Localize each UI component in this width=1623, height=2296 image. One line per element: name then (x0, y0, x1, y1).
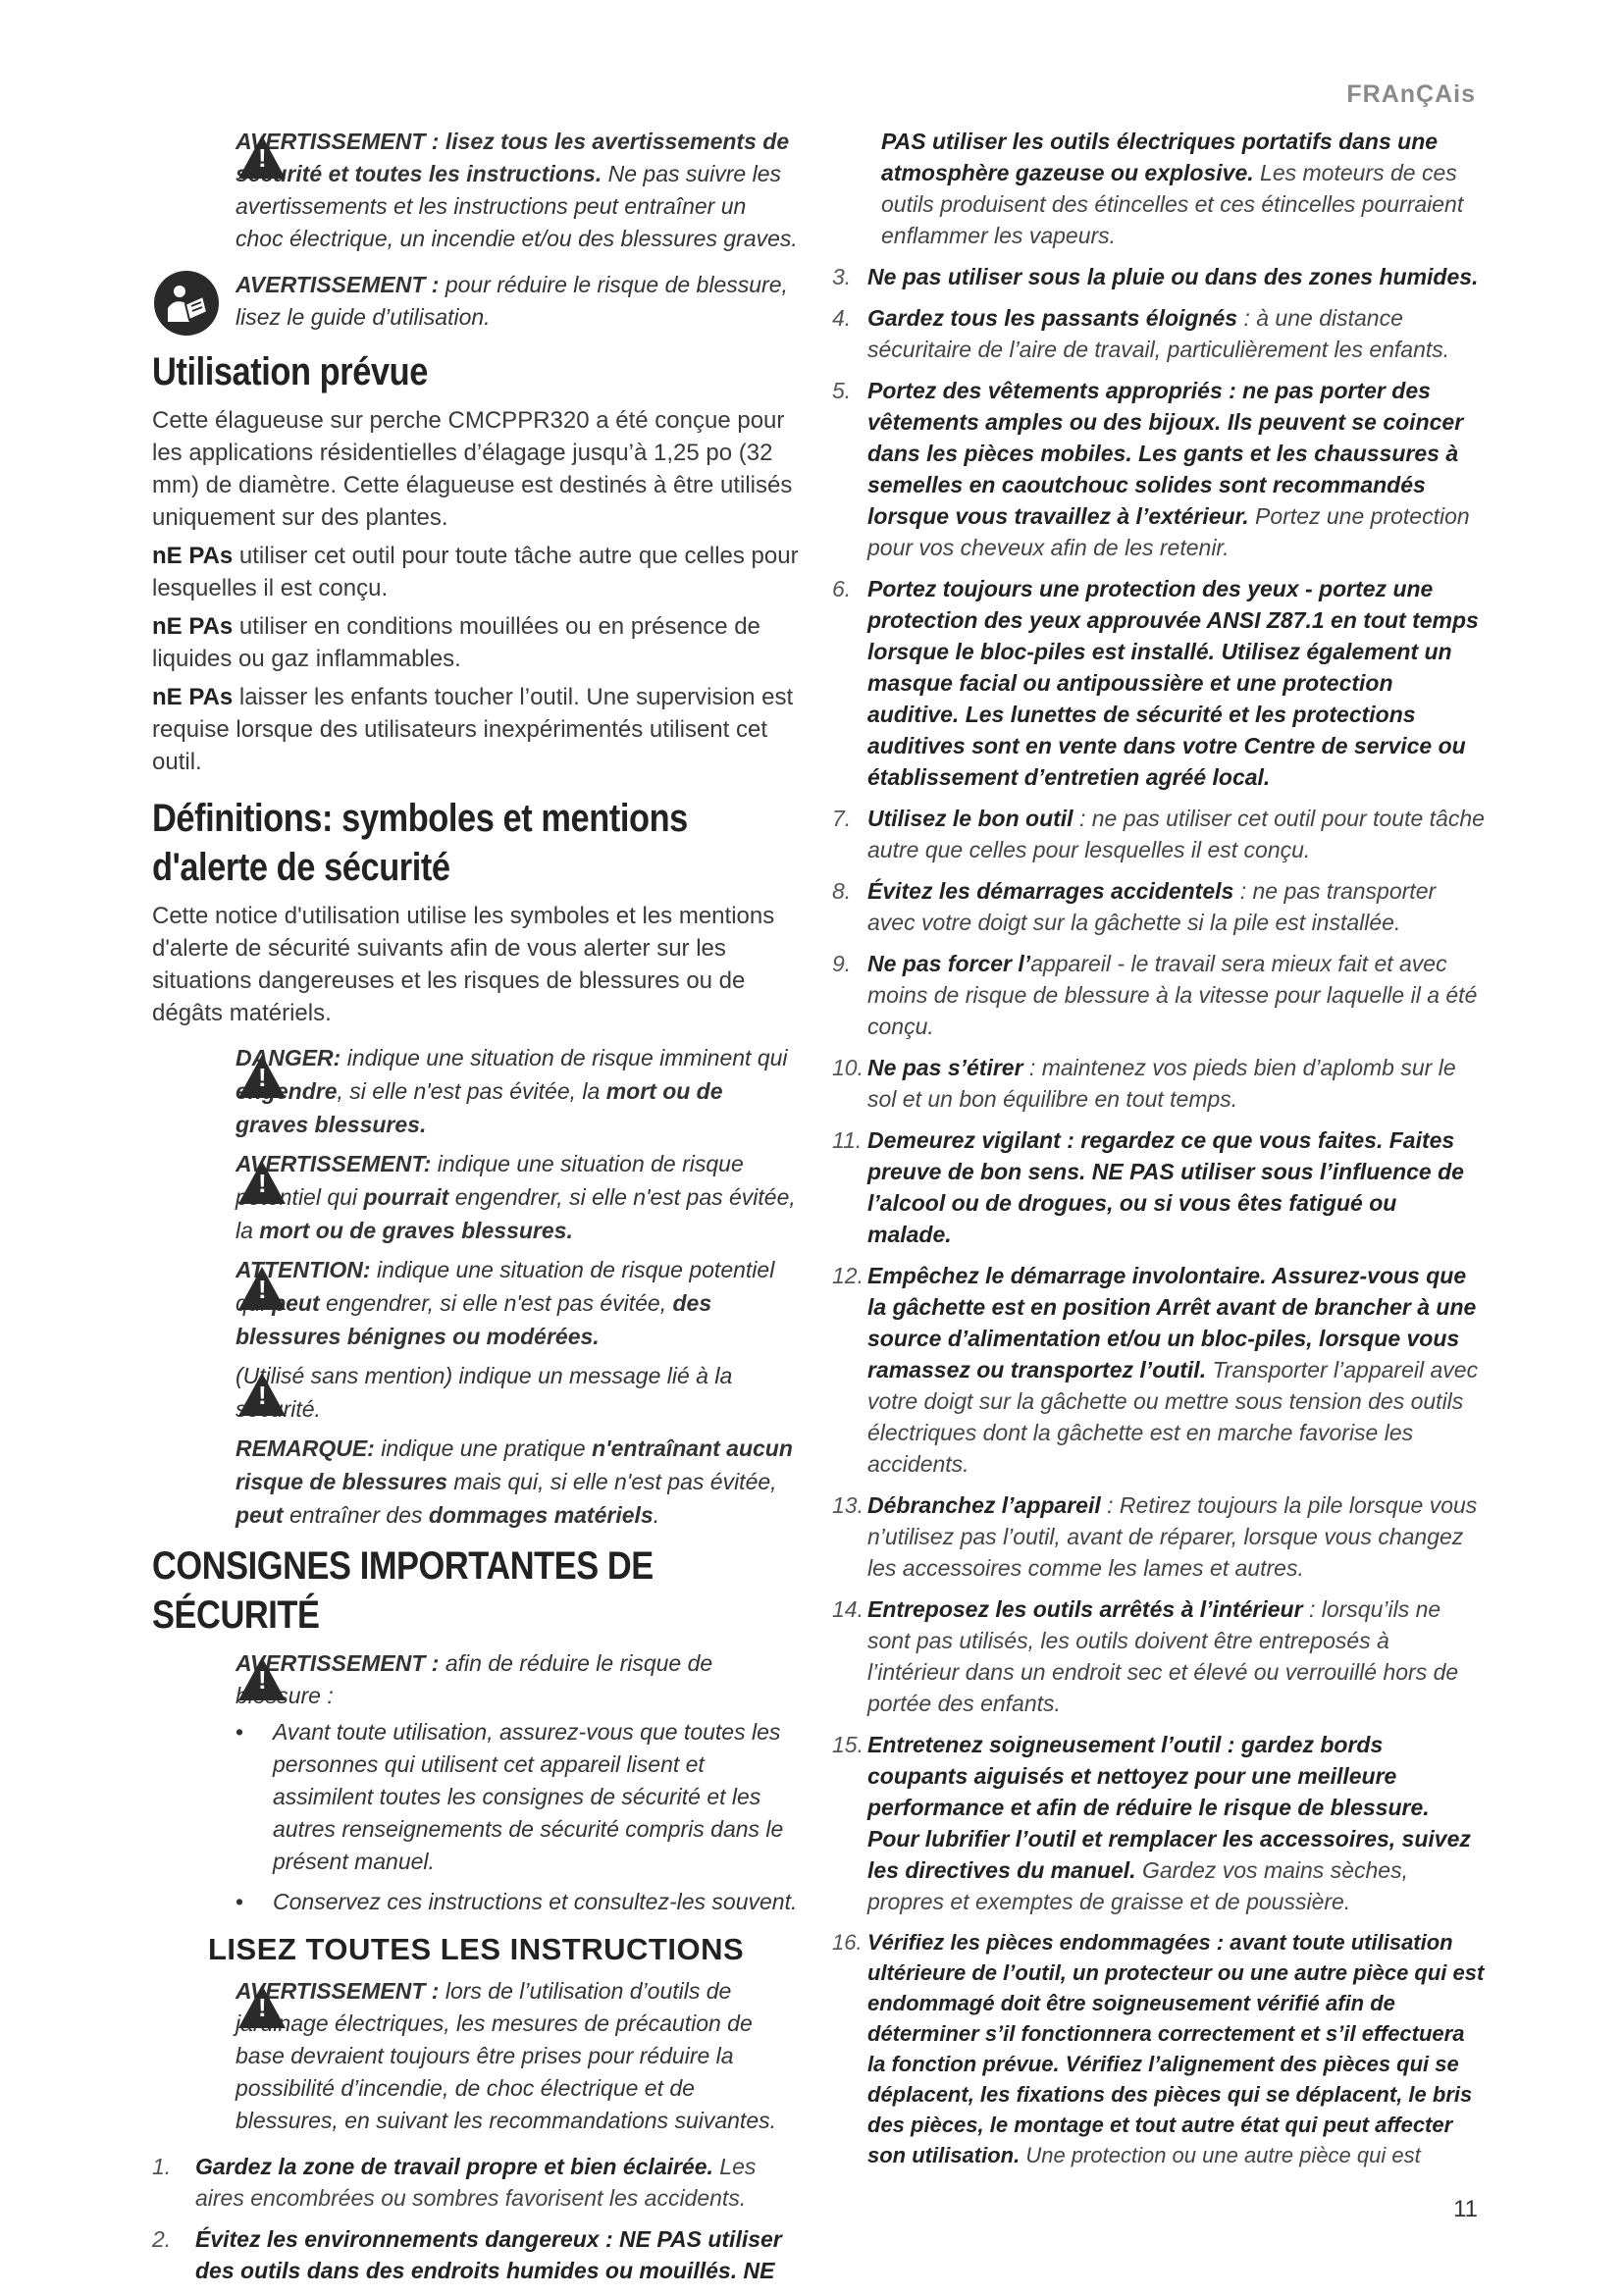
rule-14: 14. Entreposez les outils arrêtés à l’intérieur : lorsqu’ils ne sont pas utilisés, les outils doivent être entreposés à l’intérieur dans un endroit sec et élevé ou verrouillé hors de portée des enfants. (832, 1596, 1459, 1716)
usage-ne-pas-2: nE PAs utiliser en conditions mouillées ou en présence de liquides ou gaz inflammables. (152, 613, 760, 672)
rule-1: 1. Gardez la zone de travail propre et bien éclairée. Les aires encombrées ou sombres favorisent les accidents. (152, 2154, 757, 2211)
rule-2-continued: PAS utiliser les outils électriques portatifs dans une atmosphère gazeuse ou explosive. Les moteurs de ces outils produisent des étincelles et ces étincelles pourraient enflammer les vapeurs. (881, 129, 1464, 248)
signal-danger: ! DANGER: indique une situation de risque imminent qui engendre, si elle n'est pas évitée, la mort ou de graves blessures. (152, 1041, 800, 1141)
warning-triangle-icon (238, 1267, 286, 1310)
warning-read-all: ! AVERTISSEMENT : lisez tous les avertissements de sécurité et toutes les instructions. Ne pas suivre les avertissements et les instructions peut entraîner un choc électrique, un incendie et/ou des blessures graves. (152, 126, 800, 255)
heading-utilisation: Utilisation prévue (152, 350, 428, 393)
rule-5: 5. Portez des vêtements appropriés : ne pas porter des vêtements amples ou des bijoux. Ils peuvent se coincer dans les pièces mobiles. Les gants et les chaussures à semelles en caoutchouc solides sont recommandés lorsque vous travaillez à l’extérieur. Portez une protection pour vos cheveux afin de les retenir. (832, 378, 1470, 560)
warning-triangle-icon (238, 1985, 286, 2028)
rule-6: 6. Portez toujours une protection des yeux - portez une protection des yeux approuvée ANSI Z87.1 en tout temps lorsque le bloc-piles est installé. Utilisez également un masque facial ou antipoussière et une protection auditive. Les lunettes de sécurité et les protections auditives sont en vente dans votre Centre de service ou établissement d’entretien agréé local. (832, 576, 1479, 790)
rule-15: 15. Entretenez soigneusement l’outil : gardez bords coupants aiguisés et nettoyez pour une meilleure performance et afin de réduire le risque de blessure. Pour lubrifier l’outil et remplacer les accessoires, suivez les directives du manuel. Gardez vos mains sèches, propres et exemptes de graisse et de poussière. (832, 1732, 1471, 1914)
usage-ne-pas-1: nE PAs utiliser cet outil pour toute tâche autre que celles pour lesquelles il est conçu. (152, 543, 799, 601)
rule-9: 9. Ne pas forcer l’appareil - le travail sera mieux fait et avec moins de risque de blessure à la vitesse pour laquelle il a été conçu. (832, 951, 1478, 1039)
rule-13: 13. Débranchez l’appareil : Retirez toujours la pile lorsque vous n’utilisez pas l’outil, avant de réparer, lorsque vous changez les accessoires comme les lames et autres. (832, 1492, 1478, 1581)
rule-3: 3. Ne pas utiliser sous la pluie ou dans des zones humides. (832, 264, 1479, 289)
signal-no-word: ! (Utilisé sans mention) indique un message lié à la sécurité. (152, 1359, 800, 1426)
warning-read-manual: AVERTISSEMENT : pour réduire le risque de blessure, lisez le guide d’utilisation. (152, 269, 800, 334)
rule-10: 10. Ne pas s’étirer : maintenez vos pieds bien d’aplomb sur le sol et un bon équilibre en tout temps. (832, 1055, 1456, 1112)
rule-2: 2. Évitez les environnements dangereux : NE PAS utiliser des outils dans des endroits humides ou mouillés. NE (152, 2226, 782, 2283)
rule-4: 4. Gardez tous les passants éloignés : à une distance sécuritaire de l’aire de travail, particulièrement les enfants. (832, 305, 1450, 362)
warning-triangle-icon (238, 1161, 286, 1204)
signal-remarque: REMARQUE: indique une pratique n'entraînant aucun risque de blessures mais qui, si elle n'est pas évitée, peut entraîner des dommages matériels. (236, 1435, 793, 1528)
warning-reduce-risk: ! AVERTISSEMENT : afin de réduire le risque de blessure : (152, 1647, 800, 1712)
page-number: 11 (1453, 2196, 1478, 2222)
read-manual-icon (154, 271, 219, 336)
language-label: FRAnÇAis (1346, 80, 1476, 108)
rule-12: 12. Empêchez le démarrage involontaire. Assurez-vous que la gâchette est en position Arrêt avant de brancher à une source d’alimentation et/ou un bloc-piles, lorsque vous ramassez ou transportez l’outil. Transporter l’appareil avec votre doigt sur la gâchette ou mettre sous tension des outils électriques dont la gâchette est en marche favorise les accidents. (832, 1263, 1479, 1477)
rule-8: 8. Évitez les démarrages accidentels : ne pas transporter avec votre doigt sur la gâchette si la pile est installée. (832, 878, 1437, 935)
warning-garden-tools: ! AVERTISSEMENT : lors de l’utilisation d’outils de jardinage électriques, les mesures de précaution de base devraient toujours être prises pour réduire la possibilité d’incendie, de choc électrique et de blessures, en suivant les recommandations suivantes. (152, 1975, 800, 2137)
rule-16: 16. Vérifiez les pièces endommagées : avant toute utilisation ultérieure de l’outil, un protecteur ou une autre pièce qui est endommagé doit être soigneusement vérifié afin de déterminer s’il fonctionnera correctement et s’il effectuera la fonction prévue. Vérifiez l’alignement des pièces qui se déplacent, les fixations des pièces qui se déplacent, le bris des pièces, le montage et tout autre état qui peut affecter son utilisation. Une protection ou une autre pièce qui est (832, 1930, 1485, 2167)
heading-lisez: LISEZ TOUTES LES INSTRUCTIONS (208, 1932, 745, 1966)
warning-triangle-icon (238, 1055, 286, 1098)
definitions-paragraph: Cette notice d'utilisation utilise les symboles et les mentions d'alerte de sécurité suivants afin de vous alerter sur les situations dangereuses et les risques de blessures ou de dégâts matériels. (152, 903, 775, 1026)
rule-11: 11. Demeurez vigilant : regardez ce que vous faites. Faites preuve de bon sens. NE PAS utiliser sous l’influence de l’alcool ou de drogues, ou si vous êtes fatigué ou malade. (832, 1127, 1464, 1247)
signal-attention: ! ATTENTION: indique une situation de risque potentiel qui peut engendrer, si elle n'est pas évitée, des blessures bénignes ou modérées. (152, 1253, 800, 1353)
rule-7: 7. Utilisez le bon outil : ne pas utiliser cet outil pour toute tâche autre que celles pour lesquelles il est conçu. (832, 806, 1485, 862)
left-column (152, 126, 800, 2296)
signal-avertissement: ! AVERTISSEMENT: indique une situation de risque potentiel qui pourrait engendrer, si elle n'est pas évitée, la mort ou de graves blessures. (152, 1147, 800, 1247)
warning-triangle-icon (238, 1373, 286, 1416)
usage-paragraph: Cette élagueuse sur perche CMCPPR320 a été conçue pour les applications résidentielles d’élagage jusqu’à 1,25 po (32 mm) de diamètre. Cette élagueuse est destinés à être utilisés uniquement sur des plantes. (152, 407, 793, 531)
usage-ne-pas-3: nE PAs laisser les enfants toucher l’outil. Une supervision est requise lorsque des utilisateurs inexpérimentés utilisent cet outil. (152, 684, 794, 775)
right-column (832, 126, 1485, 2180)
list-item: • Avant toute utilisation, assurez-vous que toutes les personnes qui utilisent cet appareil lisent et assimilent toutes les consignes de sécurité et les autres renseignements de sécurité compris dans le présent manuel. (236, 1716, 800, 1878)
safety-bullets (152, 1716, 800, 1918)
warning-triangle-icon (238, 1657, 286, 1700)
list-item: • Conservez ces instructions et consultez-les souvent. (236, 1886, 800, 1918)
heading-consignes: CONSIGNES IMPORTANTES DE SÉCURITÉ (152, 1544, 654, 1637)
heading-definitions: Définitions: symboles et mentions d'alerte de sécurité (152, 797, 688, 889)
warning-triangle-icon (238, 135, 286, 179)
